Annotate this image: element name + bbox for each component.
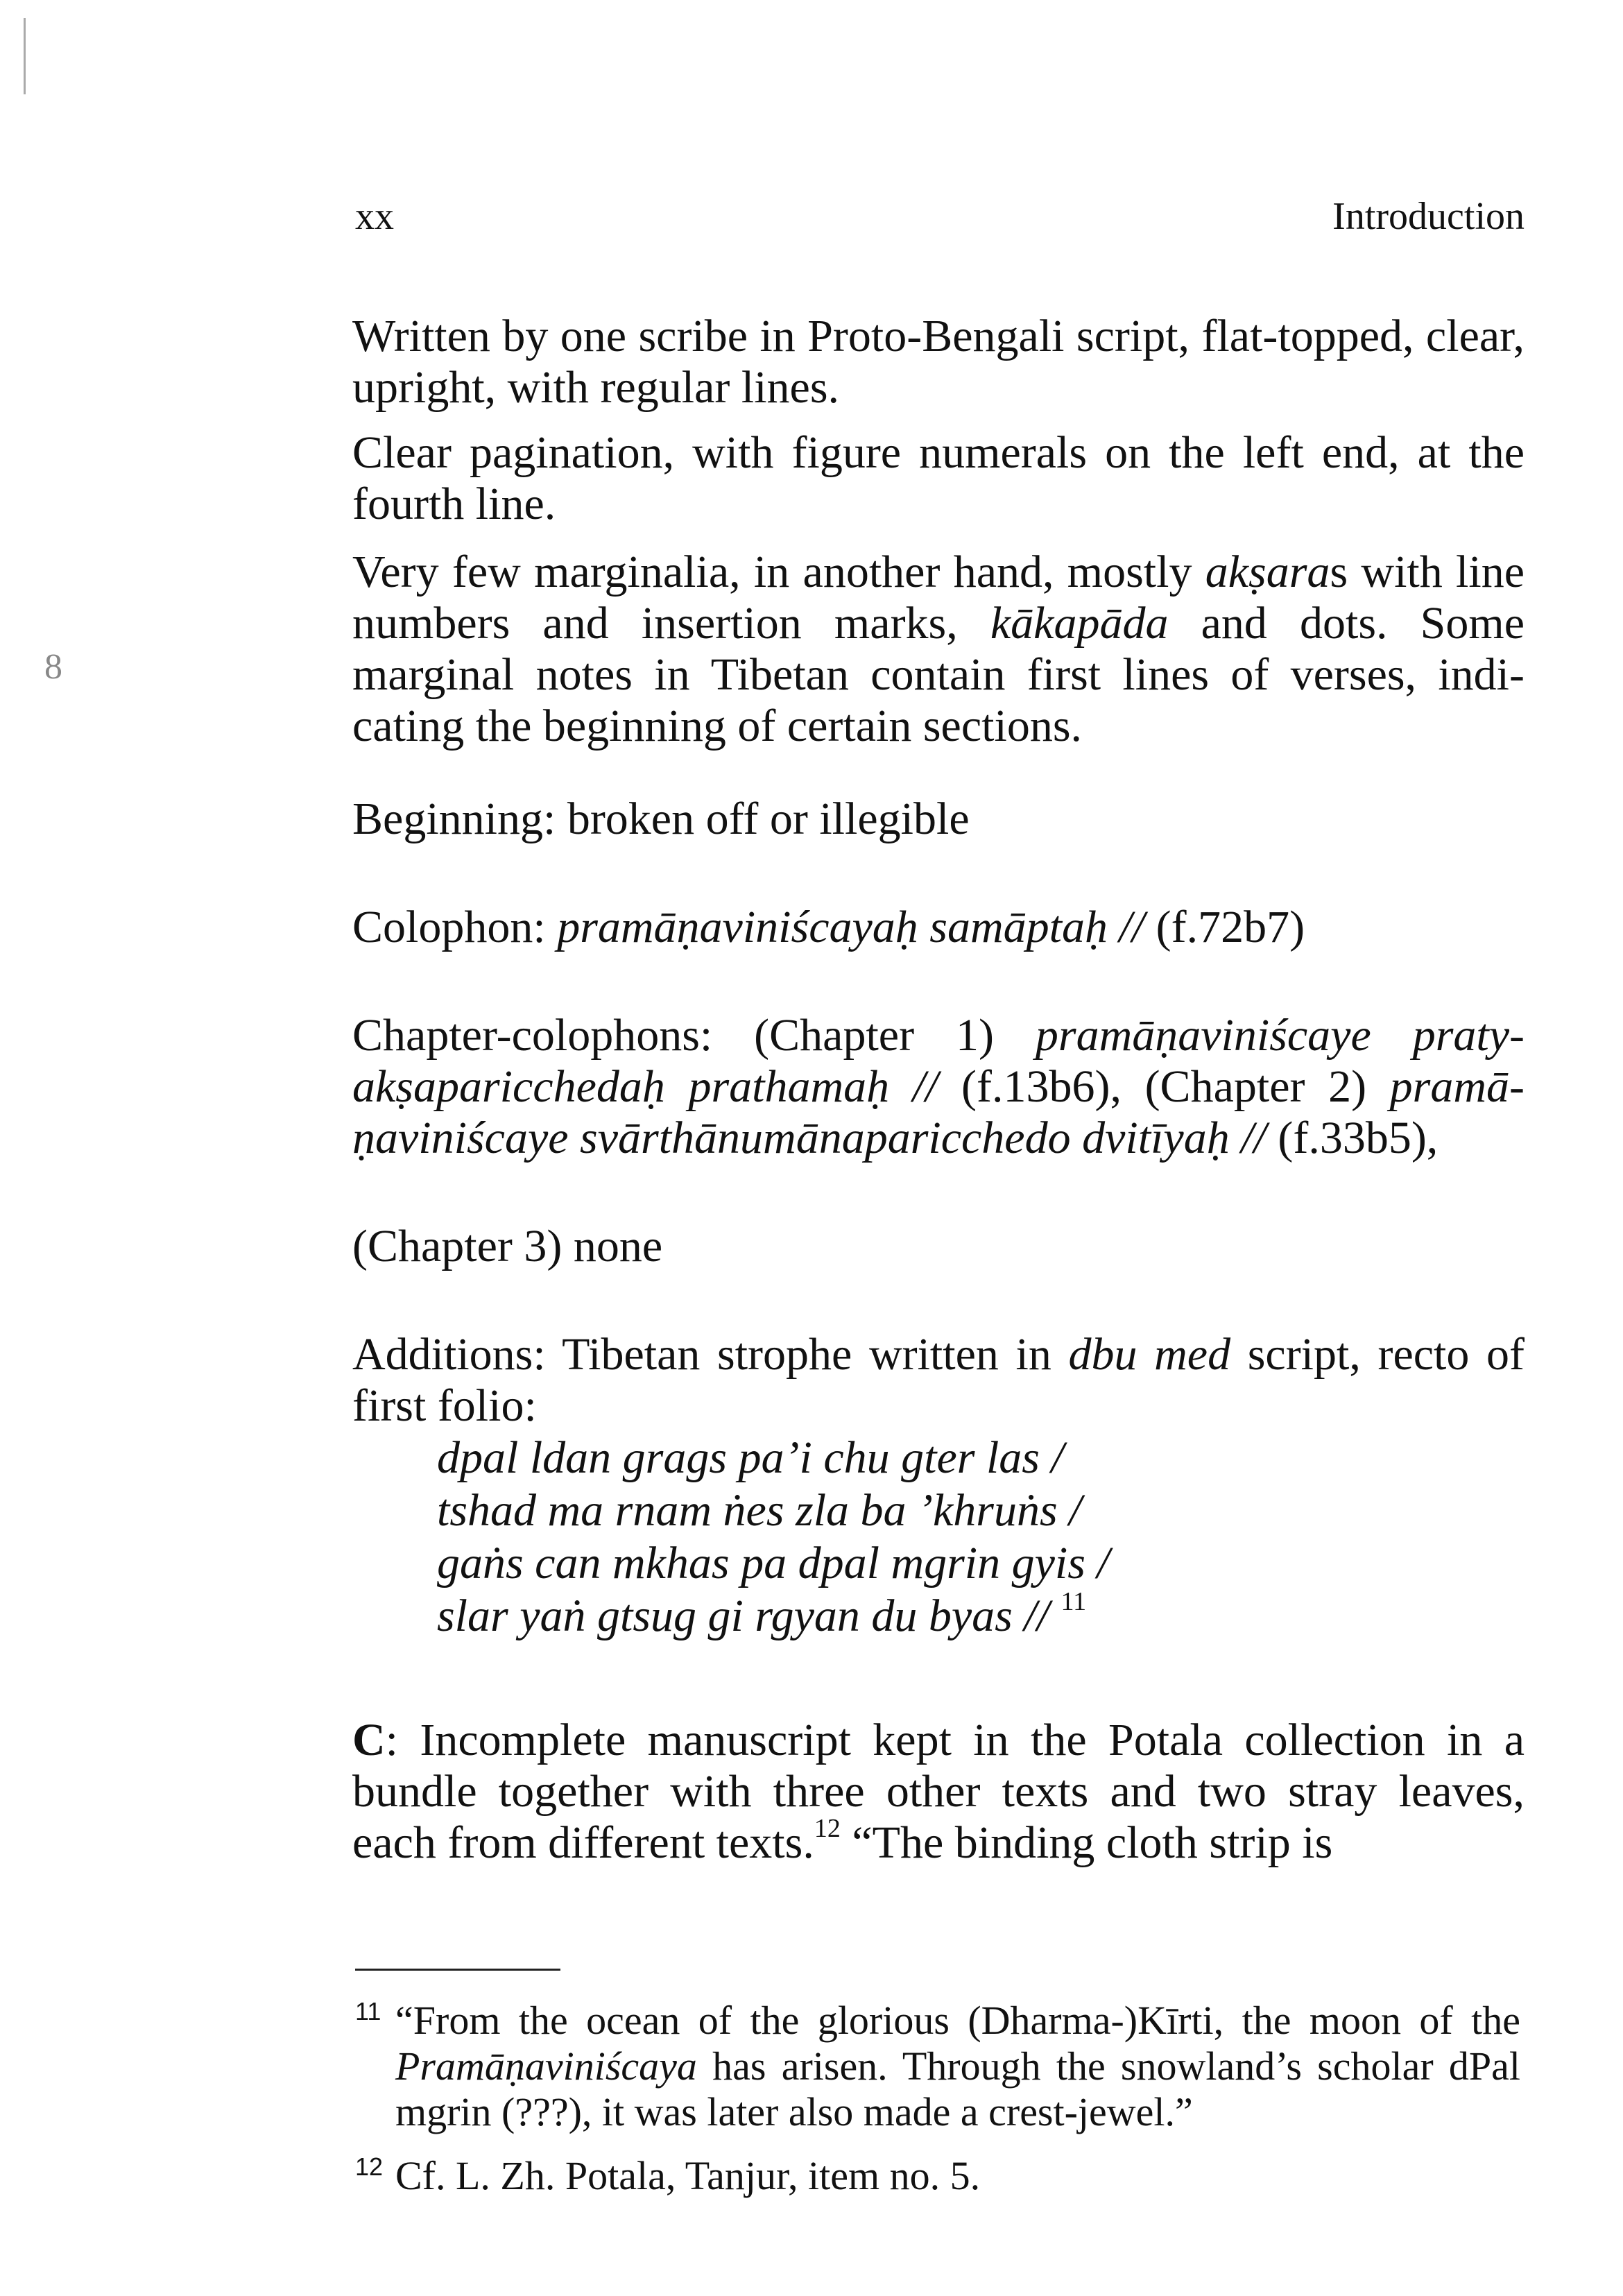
text-run: Very few marginalia, in another hand, mostly [352, 547, 1205, 597]
footnote-text [395, 1998, 1520, 2135]
footnotes [355, 1998, 1520, 2199]
paragraph-additions [352, 1329, 1525, 1432]
footnote-rule [355, 1969, 560, 1971]
verse-line: tshad ma rnam ṅes zla ba ’khruṅs / [437, 1485, 1082, 1536]
text-run: script, recto of first folio: [352, 1329, 1525, 1431]
italic-term: dbu med [1068, 1329, 1231, 1380]
footnote-12 [355, 2153, 1520, 2199]
manuscript-siglum: C [352, 1715, 386, 1765]
paragraph-pagination: Clear pagination, with figure numerals on the left end, at the fourth line. [352, 427, 1525, 529]
footnote-number: 11 [355, 1997, 381, 2025]
italic-term: Pramāṇaviniścaya [395, 2044, 697, 2089]
running-title: Introduction [1332, 195, 1525, 238]
italic-term: kākapāda [990, 598, 1169, 649]
text-run: Colophon: [352, 902, 558, 952]
text-run: (f.33b5), [1266, 1113, 1439, 1163]
paragraph-chapter-colophons [352, 1010, 1525, 1164]
text-run: Chapter-colophons: (Chapter 1) [352, 1010, 1036, 1061]
text-run: and dots. Some marginal notes in Tibetan contain first lines of verses, indicating the beginning of certain sections. [352, 598, 1525, 751]
text-run: : Incomplete manuscript kept in the Potala collection in a bundle together with three other texts and two stray leaves, each from different texts. [352, 1715, 1525, 1868]
italic-term: pramāṇaviniścaye pratyakṣaparicchedaḥ prathamaḥ // [352, 1010, 1525, 1112]
text-run: has arisen. Through the snowland’s scholar dPal mgrin (???), it was later also made a crest-jewel.” [395, 2044, 1520, 2134]
footnote-11 [355, 1998, 1520, 2135]
verse-line-last [437, 1587, 1525, 1643]
italic-term: pramāṇaviniścaye svārthānumānaparicchedo dvitīyaḥ // [352, 1061, 1525, 1163]
italic-term: akṣara [1205, 547, 1330, 597]
footnote-ref[interactable]: 12 [814, 1814, 841, 1843]
running-head [355, 191, 1525, 241]
verse-line: slar yaṅ gtsug gi rgyan du byas // [437, 1591, 1050, 1641]
text-run: Additions: Tibetan strophe written in [352, 1329, 1069, 1380]
paragraph-manuscript-c [352, 1715, 1525, 1869]
text-run: (f.72b7) [1144, 902, 1305, 952]
footnote-text: Cf. L. Zh. Potala, Tanjur, item no. 5. [395, 2153, 981, 2198]
verse-line: dpal ldan grags pa’i chu gter las / [437, 1432, 1064, 1483]
text-run: (f.13b6), (Chapter 2) [938, 1061, 1390, 1112]
margin-pencil-mark: 8 [44, 647, 62, 687]
footnote-number: 12 [355, 2152, 384, 2181]
text-run: “From the ocean of the glorious (Dharma-)Kīrti, the moon of the [395, 1998, 1520, 2043]
text-run: “The binding cloth strip is [840, 1817, 1333, 1868]
paragraph-script: Written by one scribe in Proto-Bengali script, flat-topped, clear, upright, with regular lines. [352, 311, 1525, 413]
scan-edge-mark [24, 18, 26, 94]
tibetan-strophe [352, 1432, 1525, 1643]
page-number: xx [355, 195, 394, 238]
paragraph-marginalia [352, 547, 1525, 752]
paragraph-beginning: Beginning: broken off or illegible [352, 794, 970, 844]
italic-term: pramāṇaviniścayaḥ samāptaḥ // [557, 902, 1145, 952]
paragraph-chapter3: (Chapter 3) none [352, 1221, 663, 1271]
paragraph-colophon [352, 902, 1525, 953]
body-text [352, 311, 1525, 1869]
text-run: s with line numbers and insertion marks, [352, 547, 1525, 649]
verse-line: gaṅs can mkhas pa dpal mgrin gyis / [437, 1538, 1110, 1588]
footnote-ref[interactable]: 11 [1060, 1587, 1087, 1616]
